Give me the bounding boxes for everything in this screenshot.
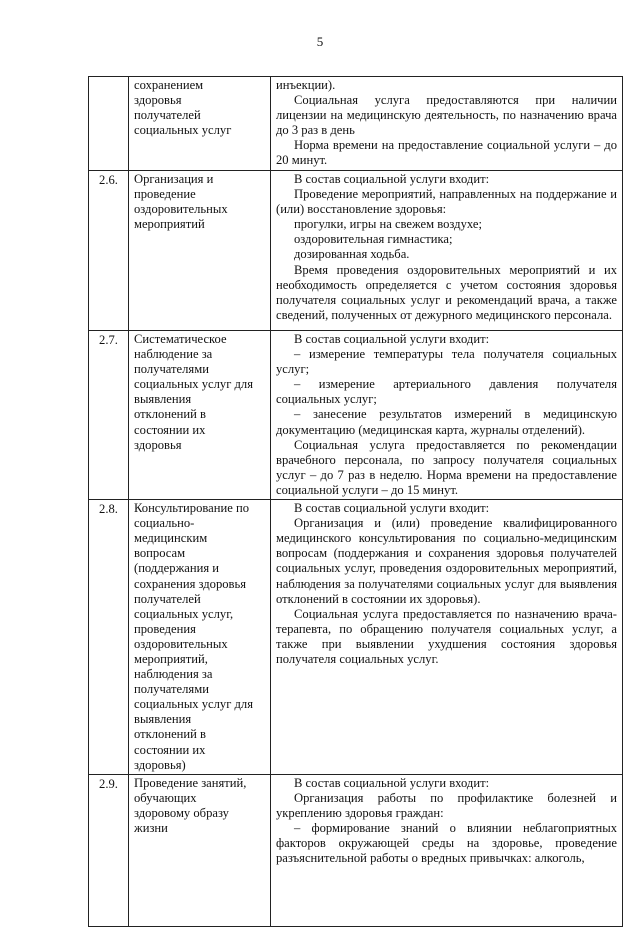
description-paragraph: В состав социальной услуги входит: — [294, 775, 490, 790]
description-paragraph: Социальная услуга предоставляются при наличии лицензии на медицинскую деятельность, по назначению врача до 3 раз в день — [276, 93, 617, 138]
description-paragraph: Социальная услуга предоставляется по рекомендации врачебного персонала, по запросу получателя социальных услуг – до 7 раз в неделю. Норма времени на предоставление социальной услуги – до 15 минут. — [276, 437, 617, 497]
service-name: Организация и проведение оздоровительных мероприятий — [134, 172, 228, 232]
table-row — [89, 77, 623, 171]
service-name-cell — [129, 500, 271, 775]
table-row — [89, 331, 623, 500]
service-description-cell — [271, 331, 623, 500]
service-description-cell — [271, 77, 623, 171]
description-paragraph: – измерение артериального давления получателя социальных услуг; — [276, 377, 617, 407]
row-number — [89, 77, 129, 171]
description-paragraph: Норма времени на предоставление социальной услуги – до 20 минут. — [276, 138, 617, 168]
service-name-cell — [129, 331, 271, 500]
description-paragraph: – измерение температуры тела получателя социальных услуг; — [276, 347, 617, 377]
row-number: 2.8. — [89, 500, 129, 775]
description-paragraph: В состав социальной услуги входит: — [294, 501, 490, 516]
description-paragraph: – занесение результатов измерений в медицинскую документацию (медицинская карта, журналы отделений). — [276, 407, 617, 437]
row-number: 2.7. — [89, 331, 129, 500]
table-row — [89, 774, 623, 926]
service-name: сохранением здоровья получателей социальных услуг — [134, 78, 232, 138]
description-paragraph: Социальная услуга предоставляется по назначению врача-терапевта, по обращению получателя социальных услуг, а также при выявлении ухудшения состояния здоровья получателя социальных услуг. — [276, 606, 617, 666]
description-paragraph: Проведение мероприятий, направленных на поддержание и (или) восстановление здоровья: — [276, 187, 617, 217]
service-description-cell — [271, 774, 623, 926]
service-name-cell — [129, 774, 271, 926]
service-description-cell — [271, 171, 623, 331]
description-paragraph: – формирование знаний о влиянии неблагоприятных факторов окружающей среды на здоровье, проведение разъяснительной работы о вредных привычках: алкоголь, — [276, 821, 617, 866]
description-paragraph: прогулки, игры на свежем воздухе; — [294, 217, 482, 232]
description-paragraph: инъекции). — [276, 78, 336, 92]
description-paragraph: Организация работы по профилактике болезней и укреплению здоровья граждан: — [276, 790, 617, 820]
description-paragraph: дозированная ходьба. — [294, 247, 410, 262]
table-row — [89, 500, 623, 775]
description-paragraph: Организация и (или) проведение квалифицированного медицинского консультирования по социально-медицинским вопросам (поддержания и сохранения здоровья получателей социальных услуг, проведения оздоровительных мероприятий, наблюдения за получателями социальных услуг для выявления отклонений в состоянии их здоровья). — [276, 516, 617, 606]
description-paragraph: В состав социальной услуги входит: — [294, 172, 490, 186]
service-name-cell — [129, 77, 271, 171]
page-number: 5 — [316, 34, 324, 49]
row-number: 2.9. — [89, 774, 129, 926]
service-name-cell — [129, 171, 271, 331]
description-paragraph: оздоровительная гимнастика; — [294, 232, 453, 247]
description-paragraph: В состав социальной услуги входит: — [294, 332, 490, 346]
description-paragraph: Время проведения оздоровительных мероприятий и их необходимость определяется с учетом состояния здоровья получателя социальных услуг и рекомендаций врача, а также сведений, полученных от дежурного медицинского персонала. — [276, 262, 617, 322]
service-name: Консультирование по социально- медицинским вопросам (поддержания и сохранения здоровья получателей социальных услуг, проведения оздоровительных мероприятий, наблюдения за получателями социальных услуг для выявления отклонений в состоянии их здоровья) — [134, 501, 254, 772]
services-table — [88, 76, 623, 927]
service-name: Проведение занятий, обучающих здоровому образу жизни — [134, 775, 247, 835]
service-description-cell — [271, 500, 623, 775]
service-name: Систематическое наблюдение за получателями социальных услуг для выявления отклонений в состоянии их здоровья — [134, 332, 254, 452]
row-number: 2.6. — [89, 171, 129, 331]
table-row — [89, 171, 623, 331]
